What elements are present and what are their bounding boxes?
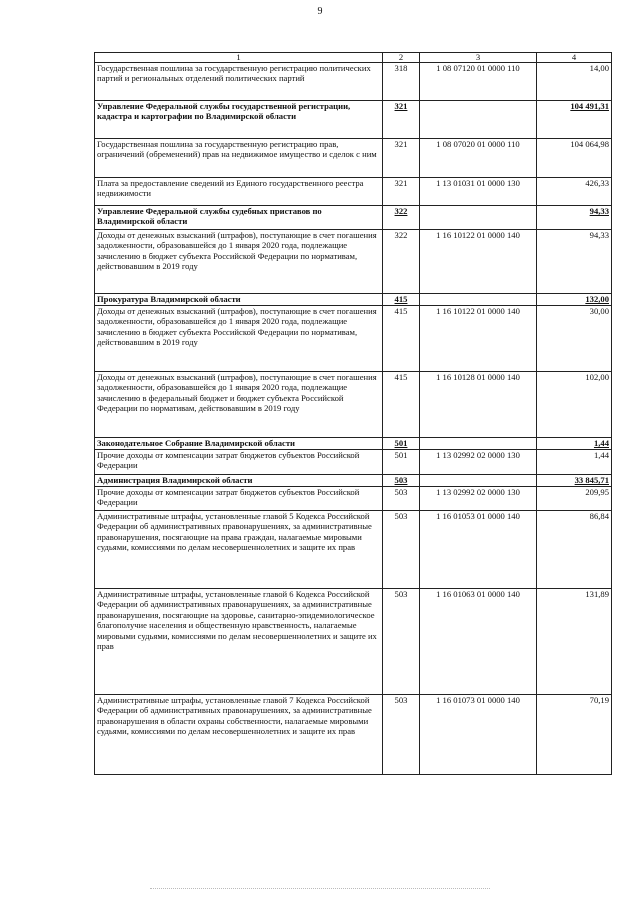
- row-amount: 1,44: [537, 450, 612, 475]
- row-code: 321: [383, 178, 420, 206]
- row-kbk: 1 16 10122 01 0000 140: [420, 230, 537, 294]
- table-row: [95, 511, 612, 589]
- row-name: Прочие доходы от компенсации затрат бюджетов субъектов Российской Федерации: [95, 450, 383, 475]
- table-row: [95, 178, 612, 206]
- revenue-table: [94, 52, 612, 775]
- row-amount: 209,95: [537, 487, 612, 511]
- row-kbk: 1 16 10122 01 0000 140: [420, 306, 537, 372]
- row-kbk: 1 13 02992 02 0000 130: [420, 487, 537, 511]
- row-code: 503: [383, 487, 420, 511]
- row-name: Прочие доходы от компенсации затрат бюджетов субъектов Российской Федерации: [95, 487, 383, 511]
- row-amount: 14,00: [537, 63, 612, 101]
- table-row: [95, 450, 612, 475]
- table-row: [95, 475, 612, 487]
- table-row: [95, 294, 612, 306]
- row-kbk: 1 08 07020 01 0000 110: [420, 139, 537, 178]
- row-kbk: 1 16 01073 01 0000 140: [420, 695, 537, 775]
- row-code: 503: [383, 695, 420, 775]
- row-amount: 94,33: [537, 230, 612, 294]
- row-code: 501: [383, 450, 420, 475]
- row-kbk: [420, 294, 537, 306]
- row-kbk: [420, 475, 537, 487]
- column-header: 1: [95, 53, 383, 63]
- row-amount: 86,84: [537, 511, 612, 589]
- table-row: [95, 695, 612, 775]
- row-amount: 131,89: [537, 589, 612, 695]
- row-name: Государственная пошлина за государственную регистрацию прав, ограничений (обременений) прав на недвижимое имущество и сделок с ним: [95, 139, 383, 178]
- row-kbk: 1 13 02992 02 0000 130: [420, 450, 537, 475]
- row-code: 321: [383, 139, 420, 178]
- row-kbk: 1 16 01053 01 0000 140: [420, 511, 537, 589]
- table-row: [95, 487, 612, 511]
- row-amount: 70,19: [537, 695, 612, 775]
- row-amount: 104 491,31: [537, 101, 612, 139]
- row-code: 321: [383, 101, 420, 139]
- table-row: [95, 306, 612, 372]
- table-row: [95, 230, 612, 294]
- table-row: [95, 206, 612, 230]
- row-name: Администрация Владимирской области: [95, 475, 383, 487]
- row-name: Доходы от денежных взысканий (штрафов), поступающие в счет погашения задолженности, образовавшейся до 1 января 2020 года, подлежащие зачислению в бюджет субъекта Российской Федерации по нормативам, действовавшим в 2019 году: [95, 230, 383, 294]
- column-header: 4: [537, 53, 612, 63]
- row-kbk: 1 13 01031 01 0000 130: [420, 178, 537, 206]
- row-code: 415: [383, 306, 420, 372]
- row-name: Доходы от денежных взысканий (штрафов), поступающие в счет погашения задолженности, образовавшейся до 1 января 2020 года, подлежащие зачислению в бюджет субъекта Российской Федерации по нормативам, действовавшим в 2019 году: [95, 306, 383, 372]
- row-amount: 33 845,71: [537, 475, 612, 487]
- row-kbk: [420, 438, 537, 450]
- table-row: [95, 589, 612, 695]
- row-name: Управление Федеральной службы судебных приставов по Владимирской области: [95, 206, 383, 230]
- row-code: 415: [383, 294, 420, 306]
- row-name: Прокуратура Владимирской области: [95, 294, 383, 306]
- row-code: 503: [383, 511, 420, 589]
- row-name: Управление Федеральной службы государственной регистрации, кадастра и картографии по Владимирской области: [95, 101, 383, 139]
- table-row: [95, 139, 612, 178]
- table-row: [95, 438, 612, 450]
- row-kbk: [420, 101, 537, 139]
- row-code: 318: [383, 63, 420, 101]
- row-amount: 426,33: [537, 178, 612, 206]
- row-code: 322: [383, 206, 420, 230]
- row-kbk: 1 16 10128 01 0000 140: [420, 372, 537, 438]
- table-row: [95, 372, 612, 438]
- row-code: 501: [383, 438, 420, 450]
- row-amount: 102,00: [537, 372, 612, 438]
- row-kbk: 1 16 01063 01 0000 140: [420, 589, 537, 695]
- table-header-row: [95, 53, 612, 63]
- row-amount: 30,00: [537, 306, 612, 372]
- row-amount: 1,44: [537, 438, 612, 450]
- table-row: [95, 63, 612, 101]
- row-amount: 132,00: [537, 294, 612, 306]
- column-header: 3: [420, 53, 537, 63]
- row-name: Государственная пошлина за государственную регистрацию политических партий и региональных отделений политических партий: [95, 63, 383, 101]
- bottom-scan-line: [150, 888, 490, 890]
- row-amount: 94,33: [537, 206, 612, 230]
- row-amount: 104 064,98: [537, 139, 612, 178]
- column-header: 2: [383, 53, 420, 63]
- row-name: Доходы от денежных взысканий (штрафов), поступающие в счет погашения задолженности, образовавшейся до 1 января 2020 года, подлежащие зачислению в федеральный бюджет и бюджет субъекта Российской Федерации по нормативам, действовавшим в 2019 году: [95, 372, 383, 438]
- row-name: Плата за предоставление сведений из Единого государственного реестра недвижимости: [95, 178, 383, 206]
- row-code: 503: [383, 475, 420, 487]
- row-kbk: [420, 206, 537, 230]
- row-name: Законодательное Собрание Владимирской области: [95, 438, 383, 450]
- row-name: Административные штрафы, установленные главой 5 Кодекса Российской Федерации об административных правонарушениях, за административные правонарушения, посягающие на права граждан, налагаемые мировыми судьями, комиссиями по делам несовершеннолетних и защите их прав: [95, 511, 383, 589]
- row-code: 415: [383, 372, 420, 438]
- table-row: [95, 101, 612, 139]
- row-kbk: 1 08 07120 01 0000 110: [420, 63, 537, 101]
- row-name: Административные штрафы, установленные главой 7 Кодекса Российской Федерации об административных правонарушениях, за административные правонарушения в области охраны собственности, налагаемые мировыми судьями, комиссиями по делам несовершеннолетних и защите их прав: [95, 695, 383, 775]
- row-name: Административные штрафы, установленные главой 6 Кодекса Российской Федерации об административных правонарушениях, за административные правонарушения, посягающие на здоровье, санитарно-эпидемиологическое благополучие населения и общественную нравственность, налагаемые мировыми судьями, комиссиями по делам несовершеннолетних и защите их прав: [95, 589, 383, 695]
- row-code: 503: [383, 589, 420, 695]
- page-number: 9: [317, 6, 323, 17]
- row-code: 322: [383, 230, 420, 294]
